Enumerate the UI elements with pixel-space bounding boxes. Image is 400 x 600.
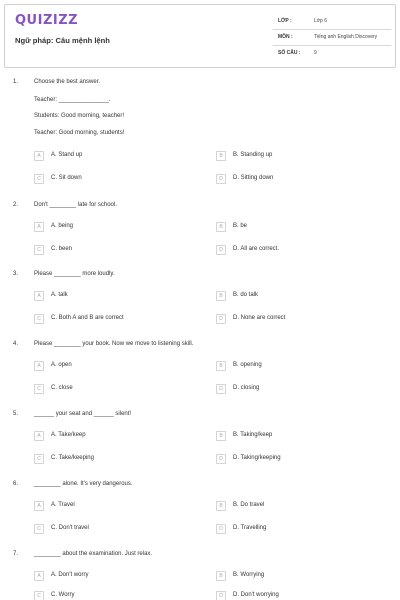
option-letter-box: B: [216, 151, 226, 161]
question-text: Students: Good morning, teacher!: [34, 113, 125, 119]
option-text: A. open: [51, 362, 72, 368]
option-text: B. Do travel: [233, 502, 265, 508]
question-text: Teacher: Good morning, students!: [34, 130, 125, 136]
option-text: D. Taking/keeping: [233, 455, 281, 461]
option-letter-box: A: [34, 222, 44, 232]
question-number: 1.: [13, 79, 19, 85]
meta-table: [273, 14, 391, 62]
meta-value: Lớp 6: [314, 18, 328, 24]
option-text: C. Both A and B are correct: [51, 315, 124, 321]
option-text: D. All are correct.: [233, 246, 280, 252]
option-text: B. do talk: [233, 292, 259, 298]
question-number: 6.: [13, 481, 19, 487]
meta-label: LỚP :: [278, 18, 292, 24]
option-text: A. Stand up: [51, 152, 83, 158]
option-letter-box: C: [34, 245, 44, 255]
option-letter-box: D: [216, 524, 226, 534]
option-letter-box: A: [34, 361, 44, 371]
question-text: Don't ________ late for school.: [34, 202, 117, 208]
option-text: B. Taking/keep: [233, 432, 273, 438]
option-letter-box: B: [216, 501, 226, 511]
question-number: 2.: [13, 202, 19, 208]
option-text: D. Sitting down: [233, 175, 274, 181]
option-text: B. opening: [233, 362, 262, 368]
meta-value: 9: [314, 50, 317, 56]
question-text: ________ alone. It's very dangerous.: [34, 481, 133, 487]
option-letter-box: D: [216, 314, 226, 324]
option-letter-box: B: [216, 222, 226, 232]
option-text: C. Don't travel: [51, 525, 89, 531]
option-text: A. talk: [51, 292, 68, 298]
option-text: B. be: [233, 223, 248, 229]
option-letter-box: A: [34, 431, 44, 441]
option-letter-box: C: [34, 384, 44, 394]
option-letter-box: D: [216, 245, 226, 255]
worksheet-header: [4, 4, 396, 68]
meta-row-question-count: [273, 46, 391, 62]
option-letter-box: A: [34, 151, 44, 161]
question-text: Teacher: _______________.: [34, 97, 111, 103]
option-text: C. Worry: [51, 592, 75, 598]
option-text: A. Take/keep: [51, 432, 86, 438]
option-letter-box: D: [216, 454, 226, 464]
quiz-title: Ngữ pháp: Câu mệnh lệnh: [15, 36, 110, 45]
question-text: Please ________ your book. Now we move to listening skill.: [34, 341, 194, 347]
question-text: ______ your seat and ______ silent!: [34, 411, 132, 417]
option-letter-box: C: [34, 524, 44, 534]
meta-row-subject: [273, 30, 391, 46]
option-text: C. been: [51, 246, 73, 252]
option-letter-box: A: [34, 291, 44, 301]
meta-label: SỐ CÂU :: [278, 50, 301, 56]
meta-label: MÔN :: [278, 34, 293, 40]
option-letter-box: D: [216, 174, 226, 184]
question-number: 7.: [13, 551, 19, 557]
question-number: 4.: [13, 341, 19, 347]
option-letter-box: C: [34, 454, 44, 464]
option-letter-box: C: [34, 314, 44, 324]
question-number: 5.: [13, 411, 19, 417]
question-text: ________ about the examination. Just relax.: [34, 551, 153, 557]
option-text: B. Standing up: [233, 152, 273, 158]
option-letter-box: B: [216, 431, 226, 441]
option-text: C. Take/keeping: [51, 455, 94, 461]
option-letter-box: A: [34, 571, 44, 581]
option-text: D. Don't worrying: [233, 592, 279, 598]
option-text: B. Worrying: [233, 572, 265, 578]
option-letter-box: B: [216, 291, 226, 301]
option-letter-box: B: [216, 361, 226, 371]
option-letter-box: C: [34, 174, 44, 184]
question-number: 3.: [13, 271, 19, 277]
option-letter-box: A: [34, 501, 44, 511]
meta-value: Tiếng anh English Discovery: [314, 34, 378, 40]
option-text: A. being: [51, 223, 74, 229]
question-text: Please ________ more loudly.: [34, 271, 115, 277]
option-text: C. Sit down: [51, 175, 82, 181]
option-text: C. close: [51, 385, 73, 391]
meta-row-class: [273, 14, 391, 30]
option-text: A. Travel: [51, 502, 75, 508]
option-text: D. None are correct: [233, 315, 286, 321]
option-text: D. closing: [233, 385, 260, 391]
option-letter-box: C: [34, 591, 44, 600]
option-letter-box: B: [216, 571, 226, 581]
option-letter-box: D: [216, 384, 226, 394]
option-letter-box: D: [216, 591, 226, 600]
option-text: A. Don't worry: [51, 572, 89, 578]
quizizz-logo: QUIZIZZ: [15, 13, 79, 28]
option-text: D. Travelling: [233, 525, 267, 531]
question-text: Choose the best answer.: [34, 79, 101, 85]
